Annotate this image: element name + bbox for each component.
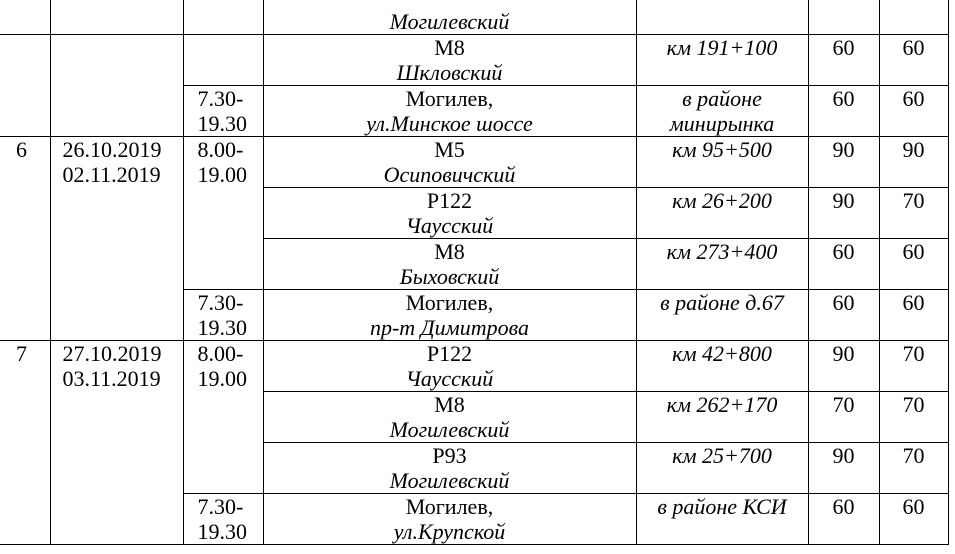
speed-set-cell (879, 341, 948, 392)
location-cell (636, 0, 808, 35)
district-label: Шкловский (396, 60, 503, 85)
location-cell (636, 188, 808, 239)
road-cell (263, 290, 636, 341)
road-label: М5 (434, 137, 465, 162)
number-cell (0, 137, 50, 341)
date-line: 03.11.2019 (62, 366, 161, 391)
date-line: 27.10.2019 (62, 341, 162, 366)
road-cell (263, 137, 636, 188)
location-cell (636, 494, 808, 545)
location-line: в районе (682, 86, 762, 111)
location-line: км 273+400 (666, 239, 778, 264)
road-cell (263, 0, 636, 35)
speed-set-cell (879, 188, 948, 239)
district-label: ул.Крупской (393, 519, 506, 544)
speed-set-cell (879, 137, 948, 188)
location-cell (636, 341, 808, 392)
time-line: 19.00 (197, 162, 247, 187)
road-label: Р93 (432, 443, 467, 468)
road-label: Могилев, (405, 494, 494, 519)
time-line: 7.30- (197, 290, 244, 315)
district-label: Быховский (399, 264, 500, 289)
time-cell (183, 290, 263, 341)
speed-limit-cell (808, 137, 879, 188)
number-cell (0, 0, 50, 35)
location-line: в районе КСИ (657, 494, 787, 519)
speed-set-cell (879, 239, 948, 290)
speed-set-cell (879, 86, 948, 137)
road-label: Р122 (426, 188, 473, 213)
time-line: 19.30 (197, 315, 247, 340)
speed-set-value: 60 (902, 290, 925, 315)
row-number: 7 (16, 341, 27, 366)
time-cell (183, 86, 263, 137)
row-number: 6 (16, 137, 27, 162)
speed-set-cell (879, 35, 948, 86)
district-label: ул.Минское шоссе (366, 111, 533, 136)
district-label: Чаусский (405, 366, 494, 391)
location-line: км 42+800 (672, 341, 772, 366)
road-cell (263, 494, 636, 545)
speed-limit-value: 60 (832, 494, 855, 519)
location-line: км 25+700 (672, 443, 772, 468)
road-cell (263, 392, 636, 443)
time-line: 19.30 (197, 111, 247, 136)
number-cell (0, 35, 50, 137)
speed-limit-cell (808, 239, 879, 290)
speed-limit-cell (808, 341, 879, 392)
time-line: 19.30 (197, 519, 247, 544)
road-label: Могилев, (405, 86, 494, 111)
location-line: в районе д.67 (660, 290, 784, 315)
district-label: Могилевский (389, 468, 510, 493)
speed-limit-value: 60 (832, 290, 855, 315)
speed-set-value: 70 (902, 188, 925, 213)
speed-limit-cell (808, 188, 879, 239)
time-cell (183, 137, 263, 290)
speed-limit-value: 60 (832, 35, 855, 60)
speed-limit-value: 90 (832, 137, 855, 162)
road-label: М8 (434, 35, 465, 60)
speed-set-cell (879, 0, 948, 35)
speed-limit-cell (808, 35, 879, 86)
date-line: 26.10.2019 (62, 137, 162, 162)
road-label: Могилев, (405, 290, 494, 315)
dates-cell (50, 137, 183, 341)
time-cell (183, 0, 263, 35)
road-cell (263, 443, 636, 494)
road-cell (263, 35, 636, 86)
speed-limit-cell (808, 392, 879, 443)
dates-cell (50, 341, 183, 545)
speed-set-value: 70 (902, 392, 925, 417)
speed-limit-cell (808, 443, 879, 494)
location-line: км 191+100 (666, 35, 778, 60)
location-line: км 95+500 (672, 137, 772, 162)
speed-set-value: 70 (902, 443, 925, 468)
location-line: минирынка (669, 111, 775, 136)
speed-limit-value: 60 (832, 239, 855, 264)
location-line: км 262+170 (666, 392, 778, 417)
speed-limit-cell (808, 494, 879, 545)
road-cell (263, 86, 636, 137)
time-cell (183, 494, 263, 545)
speed-set-cell (879, 392, 948, 443)
table-row-partial (0, 0, 948, 35)
dates-cell (50, 35, 183, 137)
road-cell (263, 188, 636, 239)
location-cell (636, 86, 808, 137)
road-label: М8 (434, 239, 465, 264)
district-label: Могилевский (389, 9, 510, 34)
road-label: Р122 (426, 341, 473, 366)
speed-set-value: 90 (902, 137, 925, 162)
speed-limit-value: 90 (832, 188, 855, 213)
time-line: 19.00 (197, 366, 247, 391)
location-cell (636, 443, 808, 494)
speed-limit-value: 60 (832, 86, 855, 111)
speed-set-value: 70 (902, 341, 925, 366)
speed-limit-value: 90 (832, 443, 855, 468)
location-cell (636, 137, 808, 188)
time-line: 8.00- (197, 137, 244, 162)
speed-set-cell (879, 290, 948, 341)
district-label: Чаусский (405, 213, 494, 238)
speed-limit-cell (808, 0, 879, 35)
speed-set-value: 60 (902, 239, 925, 264)
location-cell (636, 290, 808, 341)
location-cell (636, 392, 808, 443)
speed-set-cell (879, 494, 948, 545)
speed-set-value: 60 (902, 494, 925, 519)
speed-set-value: 60 (902, 86, 925, 111)
speed-limit-value: 70 (832, 392, 855, 417)
dates-cell (50, 0, 183, 35)
district-label: Могилевский (389, 417, 510, 442)
table-row (0, 35, 948, 86)
table-row (0, 137, 948, 188)
time-line: 7.30- (197, 494, 244, 519)
road-label: М8 (434, 392, 465, 417)
road-cell (263, 239, 636, 290)
road-cell (263, 341, 636, 392)
time-cell (183, 341, 263, 494)
location-line: км 26+200 (672, 188, 772, 213)
district-label: Осиповичский (383, 162, 516, 187)
date-line: 02.11.2019 (62, 162, 161, 187)
district-label: пр-т Димитрова (369, 315, 530, 340)
time-line: 7.30- (197, 86, 244, 111)
speed-set-value: 60 (902, 35, 925, 60)
time-line: 8.00- (197, 341, 244, 366)
number-cell (0, 341, 50, 545)
table-row (0, 341, 948, 392)
time-cell (183, 35, 263, 86)
speed-limit-cell (808, 86, 879, 137)
speed-limit-cell (808, 290, 879, 341)
location-cell (636, 239, 808, 290)
speed-limit-value: 90 (832, 341, 855, 366)
location-cell (636, 35, 808, 86)
speed-set-cell (879, 443, 948, 494)
